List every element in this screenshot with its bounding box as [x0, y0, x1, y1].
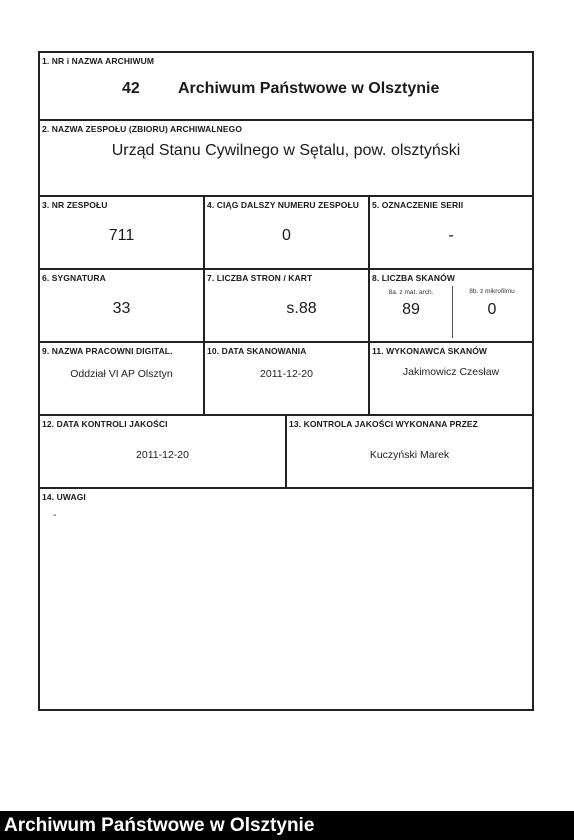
notes-value: - — [53, 510, 57, 521]
fonds-name-cell — [40, 121, 532, 197]
scan-author-value: Jakimowicz Czesław — [402, 366, 500, 378]
qc-date-label: 12. DATA KONTROLI JAKOŚCI — [42, 419, 168, 429]
pages-label: 7. LICZBA STRON / KART — [207, 273, 313, 283]
signature-cell — [40, 270, 205, 343]
qc-date-cell — [40, 416, 287, 489]
fonds-name-label: 2. NAZWA ZESPOŁU (ZBIORU) ARCHIWALNEGO — [42, 124, 243, 134]
fonds-number-cont-value: 0 — [282, 227, 291, 244]
fonds-number-label: 3. NR ZESPOŁU — [42, 200, 108, 210]
series-mark-cell — [370, 197, 532, 270]
fonds-number-cont-cell — [205, 197, 370, 270]
scans-cell — [370, 270, 532, 343]
archive-label: 1. NR i NAZWA ARCHIWUM — [42, 56, 155, 66]
archive-number: 42 — [122, 80, 140, 97]
pages-cell — [205, 270, 370, 343]
footer-banner: Archiwum Państwowe w Olsztynie — [0, 811, 574, 840]
scans-microfilm-label: 8b. z mikrofilmu — [469, 288, 515, 295]
digital-lab-label: 9. NAZWA PRACOWNI DIGITAL. — [42, 346, 173, 356]
pages-value: s.88 — [286, 300, 317, 317]
scans-microfilm-value: 0 — [487, 301, 497, 318]
qc-author-cell — [287, 416, 532, 489]
signature-value: 33 — [112, 300, 131, 317]
scan-date-cell — [205, 343, 370, 416]
fonds-name-value: Urząd Stanu Cywilnego w Sętalu, pow. olsztyński — [111, 142, 461, 159]
qc-date-value: 2011-12-20 — [136, 449, 189, 461]
scans-archival-label: 8a. z mat. arch. — [388, 289, 434, 296]
metadata-form — [38, 51, 534, 711]
fonds-number-value: 711 — [108, 227, 135, 244]
series-mark-value: - — [448, 227, 454, 244]
scan-author-label: 11. WYKONAWCA SKANÓW — [372, 346, 488, 356]
qc-author-value: Kuczyński Marek — [369, 449, 450, 461]
fonds-number-cell — [40, 197, 205, 270]
series-mark-label: 5. OZNACZENIE SERII — [372, 200, 464, 210]
qc-author-label: 13. KONTROLA JAKOŚCI WYKONANA PRZEZ — [289, 419, 478, 429]
scan-date-label: 10. DATA SKANOWANIA — [207, 346, 307, 356]
archive-cell — [40, 53, 532, 121]
archive-name: Archiwum Państwowe w Olsztynie — [178, 80, 440, 97]
scans-archival-value: 89 — [402, 301, 420, 318]
notes-label: 14. UWAGI — [42, 492, 86, 502]
digital-lab-cell — [40, 343, 205, 416]
scan-author-cell — [370, 343, 532, 416]
signature-label: 6. SYGNATURA — [42, 273, 106, 283]
notes-cell — [40, 489, 532, 709]
scans-label: 8. LICZBA SKANÓW — [372, 273, 455, 283]
scan-date-value: 2011-12-20 — [260, 368, 313, 380]
digital-lab-value: Oddział VI AP Olsztyn — [70, 368, 173, 380]
fonds-number-cont-label: 4. CIĄG DALSZY NUMERU ZESPOŁU — [207, 200, 359, 210]
